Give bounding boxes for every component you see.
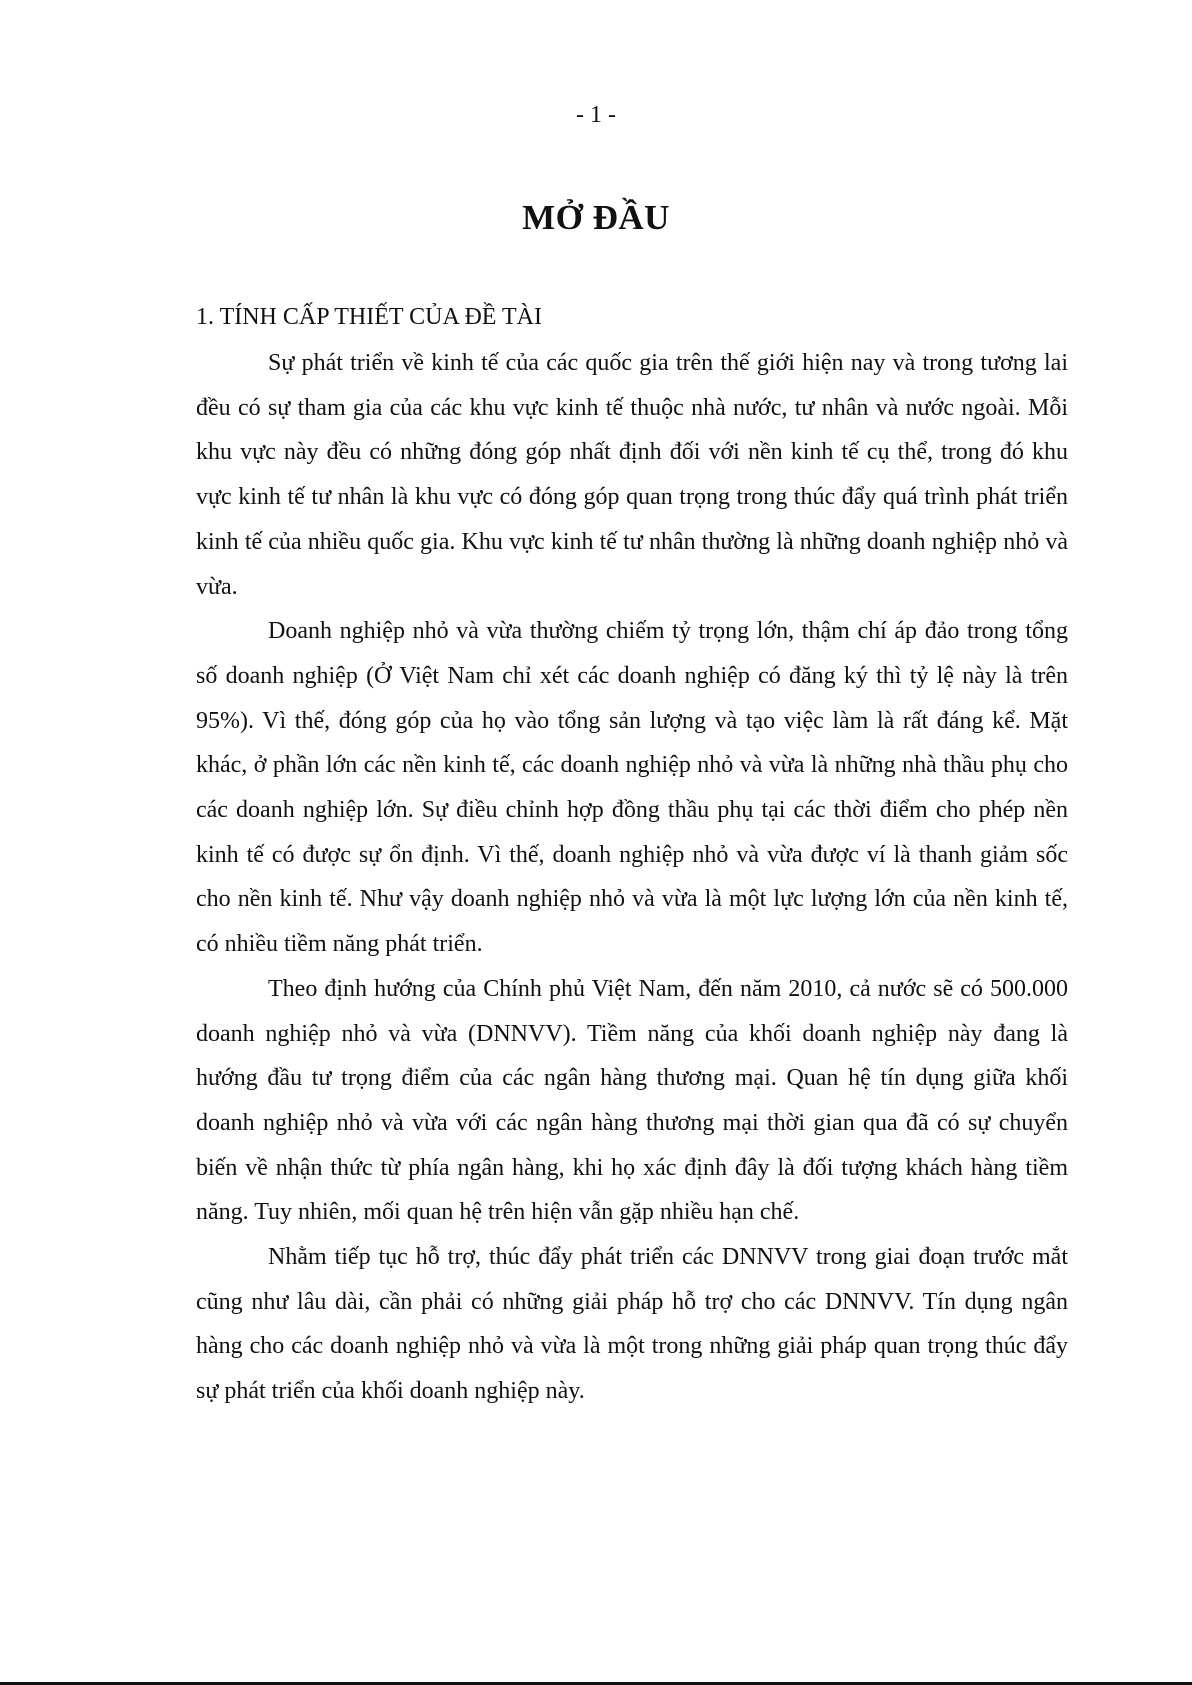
body-text — [196, 341, 1068, 1414]
paragraph: Doanh nghiệp nhỏ và vừa thường chiếm tỷ trọng lớn, thậm chí áp đảo trong tổng số doanh nghiệp (Ở Việt Nam chỉ xét các doanh nghiệp có đăng ký thì tỷ lệ này là trên 95%). Vì thế, đóng góp của họ vào tổng sản lượng và tạo việc làm là rất đáng kể. Mặt khác, ở phần lớn các nền kinh tế, các doanh nghiệp nhỏ và vừa là những nhà thầu phụ cho các doanh nghiệp lớn. Sự điều chỉnh hợp đồng thầu phụ tại các thời điểm cho phép nền kinh tế có được sự ổn định. Vì thế, doanh nghiệp nhỏ và vừa được ví là thanh giảm sốc cho nền kinh tế. Như vậy doanh nghiệp nhỏ và vừa là một lực lượng lớn của nền kinh tế, có nhiều tiềm năng phát triển. — [196, 618, 1068, 958]
page-title: MỞ ĐẦU — [522, 198, 670, 237]
paragraph: Nhằm tiếp tục hỗ trợ, thúc đẩy phát triển các DNNVV trong giai đoạn trước mắt cũng như lâu dài, cần phải có những giải pháp hỗ trợ cho các DNNVV. Tín dụng ngân hàng cho các doanh nghiệp nhỏ và vừa là một trong những giải pháp quan trọng thúc đẩy sự phát triển của khối doanh nghiệp này. — [196, 1244, 1068, 1405]
section-heading: 1. TÍNH CẤP THIẾT CỦA ĐỀ TÀI — [196, 304, 543, 330]
paragraph: Sự phát triển về kinh tế của các quốc gia trên thế giới hiện nay và trong tương lai đều có sự tham gia của các khu vực kinh tế thuộc nhà nước, tư nhân và nước ngoài. Mỗi khu vực này đều có những đóng góp nhất định đối với nền kinh tế cụ thể, trong đó khu vực kinh tế tư nhân là khu vực có đóng góp quan trọng trong thúc đẩy quá trình phát triển kinh tế của nhiều quốc gia. Khu vực kinh tế tư nhân thường là những doanh nghiệp nhỏ và vừa. — [196, 350, 1068, 600]
page-number: - 1 - — [576, 102, 616, 128]
paragraph: Theo định hướng của Chính phủ Việt Nam, đến năm 2010, cả nước sẽ có 500.000 doanh nghiệp nhỏ và vừa (DNNVV). Tiềm năng của khối doanh nghiệp này đang là hướng đầu tư trọng điểm của các ngân hàng thương mại. Quan hệ tín dụng giữa khối doanh nghiệp nhỏ và vừa với các ngân hàng thương mại thời gian qua đã có sự chuyển biến về nhận thức từ phía ngân hàng, khi họ xác định đây là đối tượng khách hàng tiềm năng. Tuy nhiên, mối quan hệ trên hiện vẫn gặp nhiều hạn chế. — [196, 975, 1068, 1226]
